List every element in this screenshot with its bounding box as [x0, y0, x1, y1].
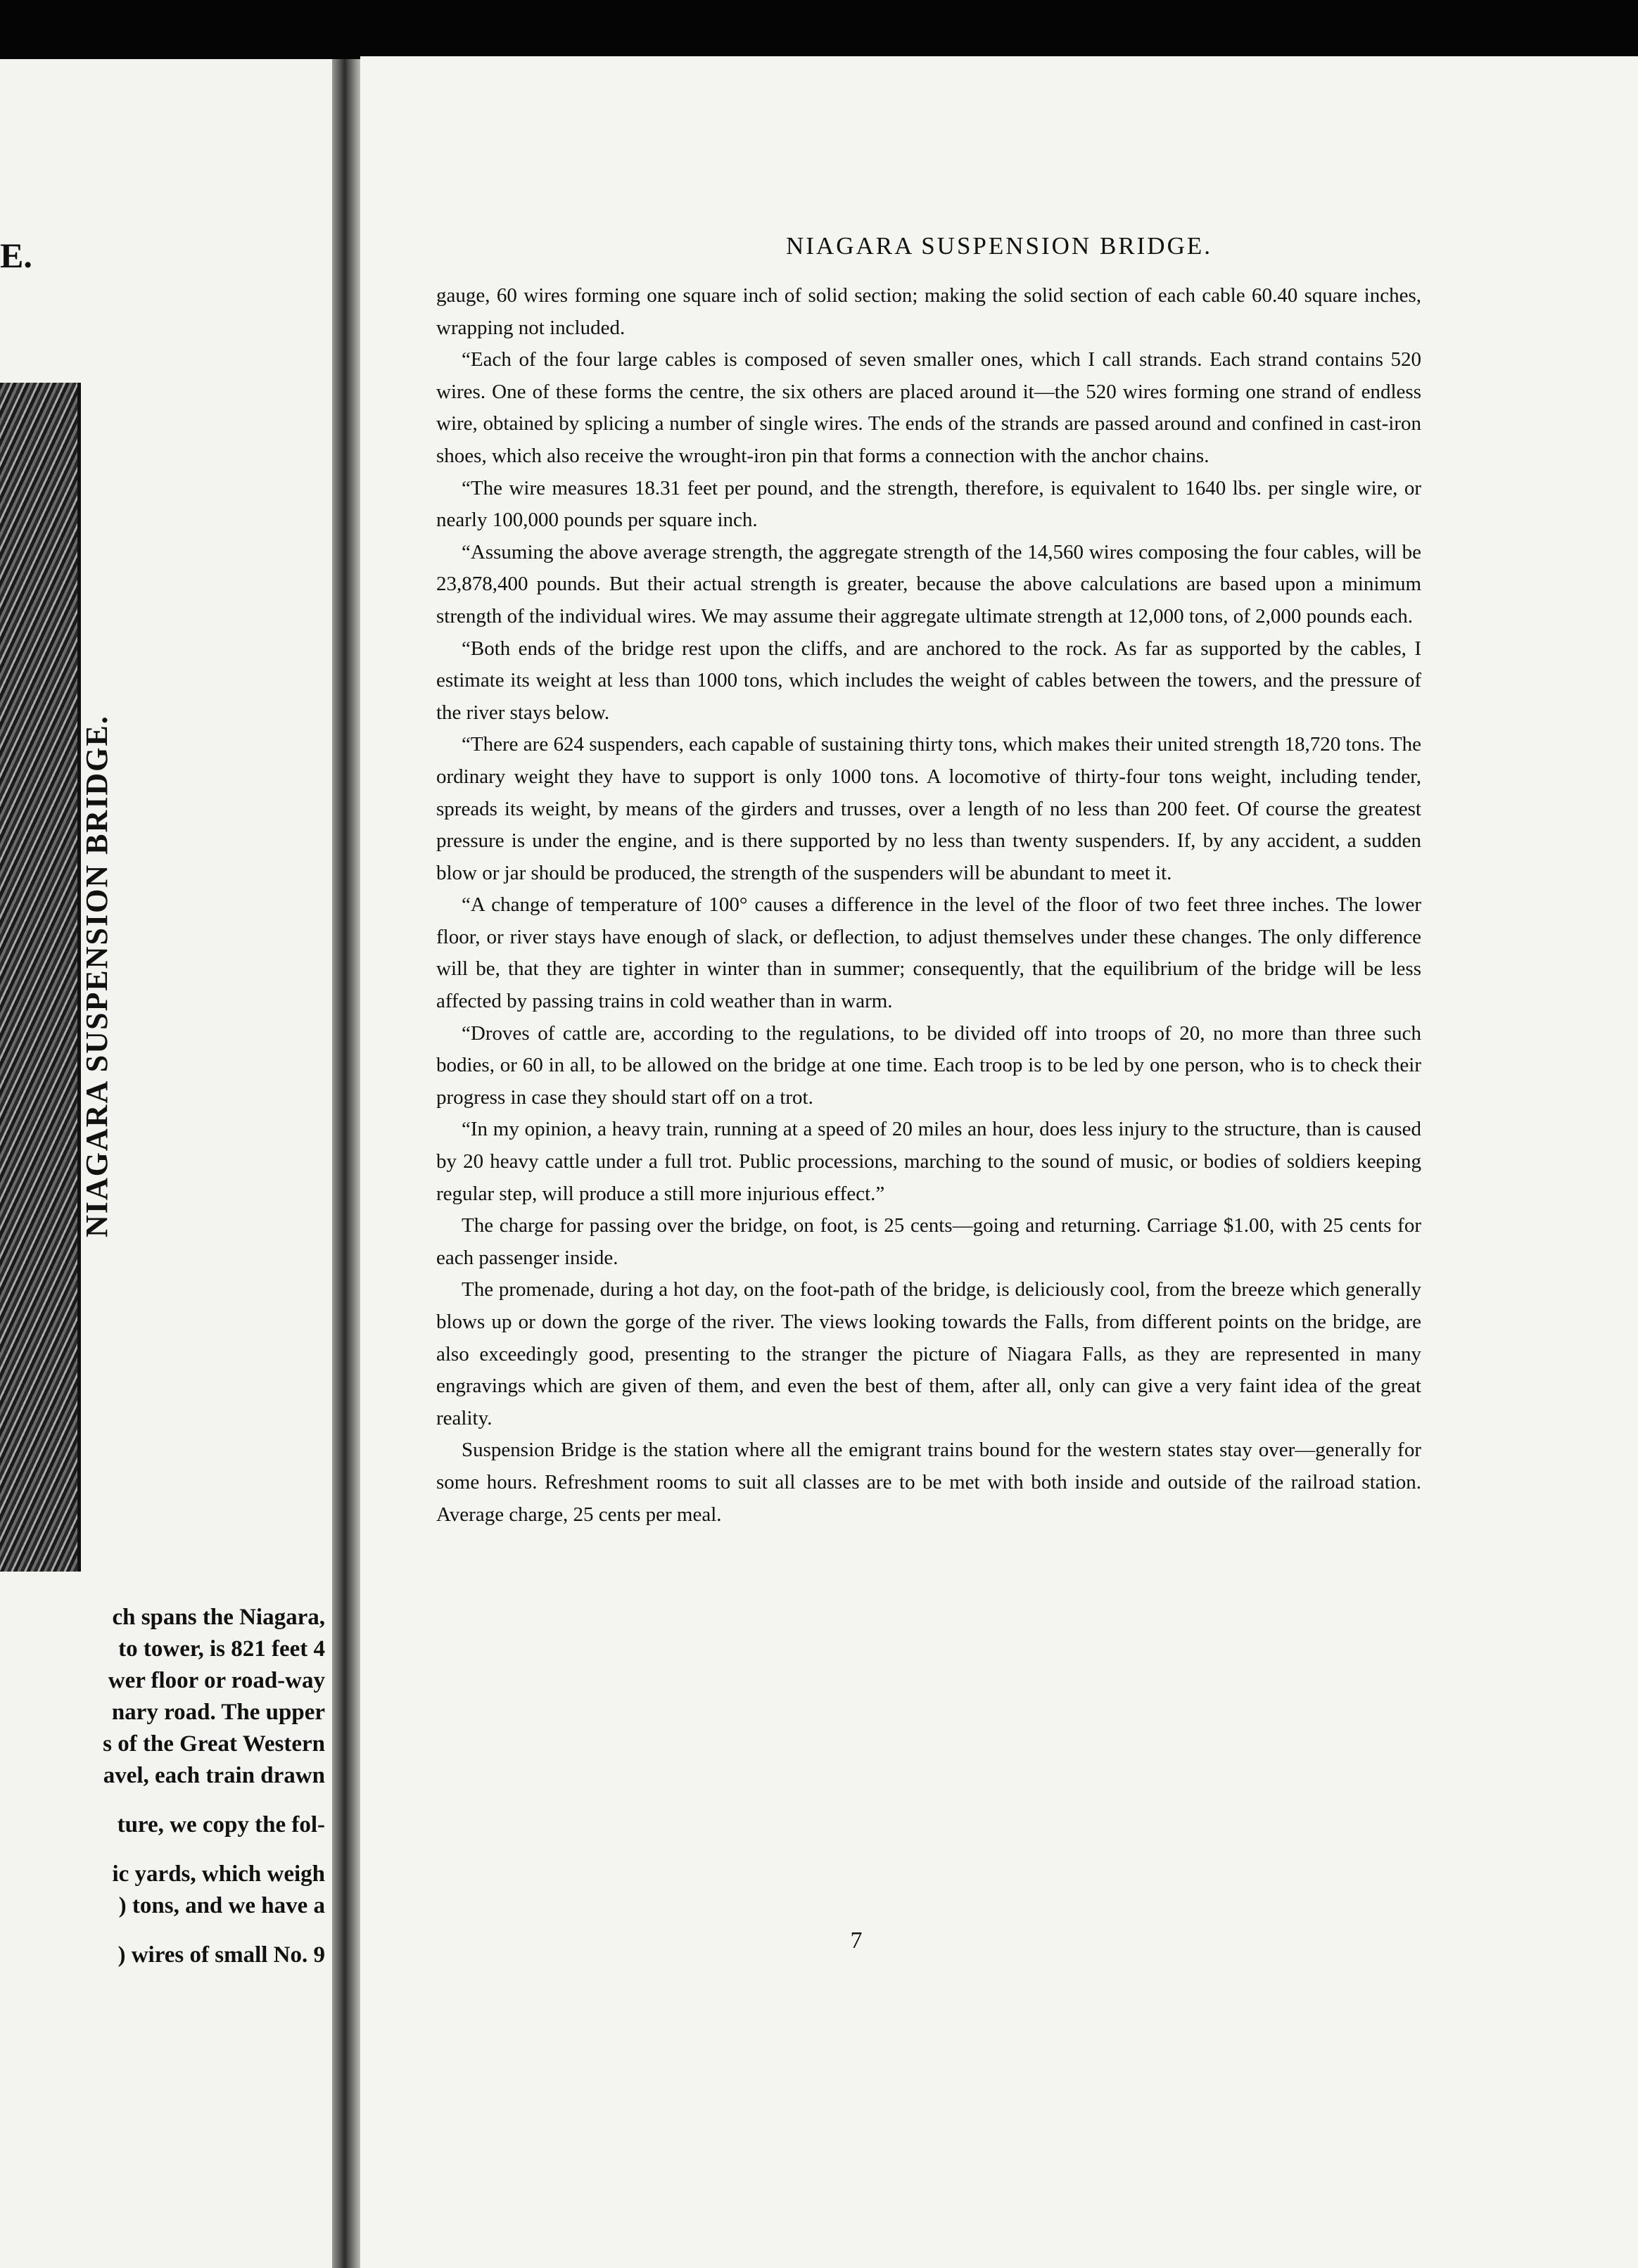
paragraph: “Assuming the above average strength, the aggregate strength of the 14,560 wires composing the four cables, will be 23,878,400 pounds. But their actual strength is greater, because the above calculations are based upon a minimum strength of the individual wires. We may assume their aggregate ultimate strength at 12,000 tons, of 2,000 pounds each.: [436, 540, 1421, 627]
left-text-fragment: avel, each train drawn: [103, 1763, 325, 1788]
left-text-fragment: ) tons, and we have a: [118, 1893, 325, 1918]
paragraph: “Droves of cattle are, according to the regulations, to be divided off into troops of 20, no more than three such bodies, or 60 in all, to be allowed on the bridge at one time. Each troop is to be led by one person, who is to check their progress in case they should start off on a trot.: [436, 1021, 1421, 1109]
left-text-fragment: wer floor or road-way: [108, 1668, 325, 1693]
paragraph: Suspension Bridge is the station where all the emigrant trains bound for the western states stay over—generally for some hours. Refreshment rooms to suit all classes are to be met with both inside and outside of the railroad station. Average charge, 25 cents per meal.: [436, 1439, 1421, 1526]
left-text-fragment: s of the Great Western: [103, 1731, 325, 1757]
paragraph: gauge, 60 wires forming one square inch of solid section; making the solid section of each cable 60.40 square inches, wrapping not included.: [436, 284, 1421, 339]
left-text-fragment: to tower, is 821 feet 4: [118, 1636, 325, 1662]
left-text-fragment: nary road. The upper: [111, 1700, 325, 1725]
paragraph: “In my opinion, a heavy train, running at a speed of 20 miles an hour, does less injury to the structure, than is caused by 20 heavy cattle under a full trot. Public processions, marching to the sound of music, or bodies of soldiers keeping regular step, will produce a still more injurious effect.”: [436, 1118, 1421, 1205]
paragraph: “Each of the four large cables is composed of seven smaller ones, which I call strands. Each strand contains 520 wires. One of these forms the centre, the six others are placed around it—the 520 wires forming one strand of endless wire, obtained by splicing a number of single wires. The ends of the strands are passed around and confined in cast-iron shoes, which also receive the wrought-iron pin that forms a connection with the anchor chains.: [436, 348, 1421, 467]
body-text: [436, 280, 1421, 1531]
right-page: [360, 56, 1638, 2268]
page-number: 7: [850, 1928, 863, 1954]
illustration-caption: NIAGARA SUSPENSION BRIDGE.: [80, 715, 114, 1237]
paragraph: The promenade, during a hot day, on the foot-path of the bridge, is deliciously cool, from the breeze which generally blows up or down the gorge of the river. The views looking towards the Falls, from different points on the bridge, are also exceedingly good, presenting to the stranger the picture of Niagara Falls, as they are represented in many engravings which are given of them, and even the best of them, after all, only can give a very faint idea of the great reality.: [436, 1278, 1421, 1429]
left-page-corner-mark: E.: [0, 236, 32, 275]
bridge-engraving-illustration: [0, 383, 81, 1572]
left-text-fragment: ch spans the Niagara,: [112, 1605, 325, 1630]
left-text-fragment: ture, we copy the fol-: [117, 1812, 325, 1837]
left-page: [0, 59, 332, 2268]
book-gutter: [332, 59, 360, 2268]
paragraph: “Both ends of the bridge rest upon the cliffs, and are anchored to the rock. As far as supported by the cables, I estimate its weight at less than 1000 tons, which includes the weight of cables between the towers, and the pressure of the river stays below.: [436, 637, 1421, 724]
paragraph: “There are 624 suspenders, each capable of sustaining thirty tons, which makes their united strength 18,720 tons. The ordinary weight they have to support is only 1000 tons. A locomotive of thirty-four tons weight, including tender, spreads its weight, by means of the girders and trusses, over a length of no less than 200 feet. Of course the greatest pressure is under the engine, and is there supported by no less than twenty suspenders. If, by any accident, a sudden blow or jar should be produced, the strength of the suspenders will be abundant to meet it.: [436, 733, 1421, 884]
left-text-fragment: ) wires of small No. 9: [118, 1942, 325, 1968]
paragraph: “The wire measures 18.31 feet per pound, and the strength, therefore, is equivalent to 1640 lbs. per single wire, or nearly 100,000 pounds per square inch.: [436, 476, 1421, 532]
left-text-fragment: ic yards, which weigh: [112, 1861, 325, 1887]
paragraph: The charge for passing over the bridge, on foot, is 25 cents—going and returning. Carriage $1.00, with 25 cents for each passenger inside.: [436, 1214, 1421, 1269]
paragraph: “A change of temperature of 100° causes a difference in the level of the floor of two feet three inches. The lower floor, or river stays have enough of slack, or deflection, to adjust themselves under these changes. The only difference will be, that they are tighter in winter than in summer; consequently, that the equilibrium of the bridge will be less affected by passing trains in cold weather than in warm.: [436, 893, 1421, 1013]
running-head: NIAGARA SUSPENSION BRIDGE.: [786, 232, 1212, 260]
